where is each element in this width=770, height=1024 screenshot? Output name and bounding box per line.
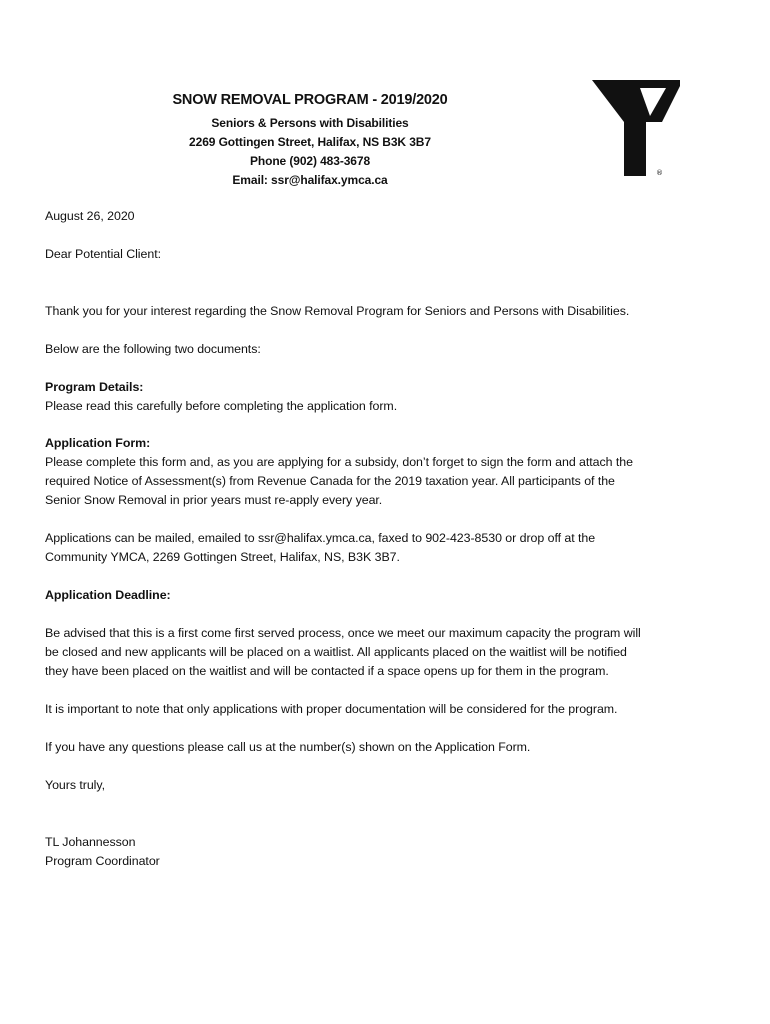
program-details-heading: Program Details:: [45, 380, 144, 394]
deadline-heading: Application Deadline:: [45, 588, 171, 602]
documents-intro: Below are the following two documents:: [45, 342, 261, 356]
program-details-text: Please read this carefully before completing the application form.: [45, 399, 398, 413]
deadline-line: Be advised that this is a first come first served process, once we meet our maximum capacity the program will: [45, 626, 641, 640]
submission-line: Applications can be mailed, emailed to ssr@halifax.ymca.ca, faxed to 902-423-8530 or drop off at the: [45, 531, 596, 545]
application-form-line: required Notice of Assessment(s) from Revenue Canada for the 2019 taxation year. All participants of the: [45, 474, 615, 488]
application-form-line: Senior Snow Removal in prior years must re-apply every year.: [45, 493, 383, 507]
deadline-line: be closed and new applicants will be placed on a waitlist. All applicants placed on the waitlist will be notified: [45, 645, 627, 659]
registered-mark: ®: [656, 169, 663, 177]
office-email: Email: ssr@halifax.ymca.ca: [232, 173, 388, 187]
intro-paragraph: Thank you for your interest regarding the Snow Removal Program for Seniors and Persons with Disabilities.: [45, 304, 630, 318]
office-address: 2269 Gottingen Street, Halifax, NS B3K 3B7: [189, 135, 431, 149]
application-form-heading: Application Form:: [45, 436, 151, 450]
letter-body: [45, 207, 735, 871]
questions-note: If you have any questions please call us at the number(s) shown on the Application Form.: [45, 740, 531, 754]
documentation-note: It is important to note that only applications with proper documentation will be considered for the program.: [45, 702, 618, 716]
letterhead: [160, 92, 460, 190]
letter-date: August 26, 2020: [45, 209, 135, 223]
signer-title: Program Coordinator: [45, 854, 160, 868]
deadline-line: they have been placed on the waitlist and will be contacted if a space opens up for them in the program.: [45, 664, 609, 678]
office-phone: Phone (902) 483-3678: [249, 154, 371, 168]
ymca-y-logo-icon: [590, 78, 682, 178]
application-form-line: Please complete this form and, as you are applying for a subsidy, don’t forget to sign the form and attach the: [45, 455, 633, 469]
signer-name: TL Johannesson: [45, 835, 136, 849]
closing: Yours truly,: [45, 778, 106, 792]
program-subtitle: Seniors & Persons with Disabilities: [211, 116, 409, 130]
document-title: SNOW REMOVAL PROGRAM - 2019/2020: [172, 92, 448, 108]
submission-line: Community YMCA, 2269 Gottingen Street, Halifax, NS, B3K 3B7.: [45, 550, 400, 564]
salutation: Dear Potential Client:: [45, 247, 161, 261]
